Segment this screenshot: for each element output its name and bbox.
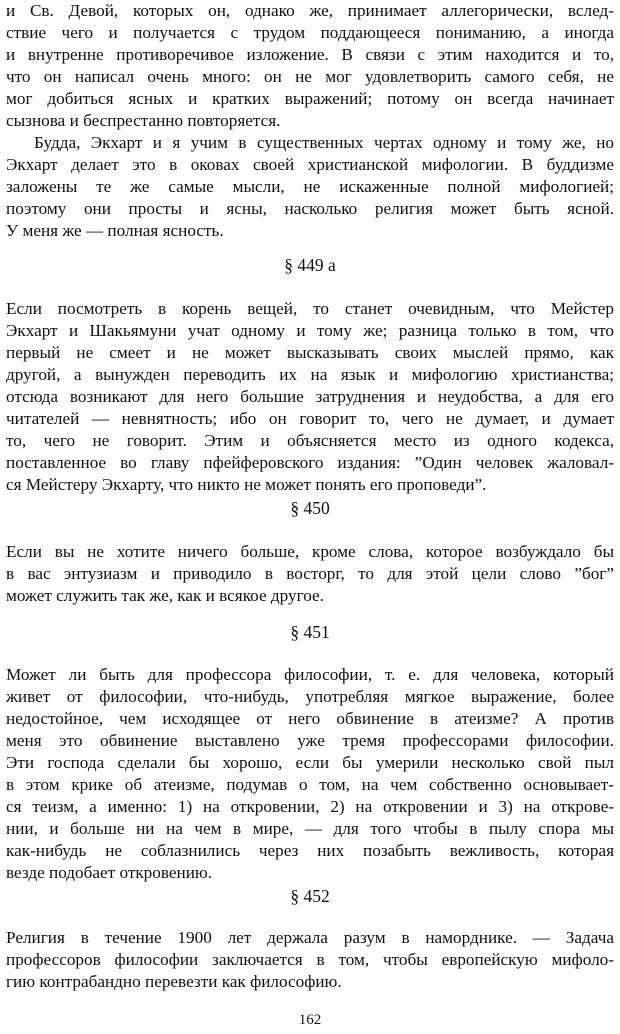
- page-number: 162: [298, 1012, 322, 1028]
- text-line: Эти господа сделали бы хорошо, если бы умерили несколько свой пыл: [6, 753, 614, 772]
- section-heading-449a: § 449 а: [284, 255, 336, 275]
- section-heading-450: § 450: [290, 498, 330, 518]
- paragraph-449a: [6, 298, 614, 496]
- text-line: в вас энтузиазм и приводило в восторг, то для этой цели слово ”бог”: [6, 564, 614, 583]
- text-line: что он написал очень много: он не мог удовлетворить самого себя, не: [6, 67, 614, 86]
- text-line: сызнова и беспрестанно повторяется.: [6, 111, 281, 130]
- section-heading-452: § 452: [290, 886, 330, 906]
- text-line: У меня же — полная ясность.: [6, 221, 224, 240]
- text-line: нии, и больше ни на чем в мире, — для того чтобы в пылу спора мы: [6, 819, 614, 838]
- paragraph-451: [6, 664, 614, 884]
- paragraph-450: [6, 541, 614, 607]
- paragraph-continuation: [6, 0, 614, 132]
- text-line: то, чего не говорит. Этим и объясняется место из одного кодекса,: [6, 431, 614, 450]
- text-line: другой, а вынужден переводить их на язык и мифологию христианства;: [6, 365, 614, 384]
- text-line: заложены те же самые мысли, не искаженные полной мифологией;: [6, 177, 614, 196]
- text-line: и внутренне противоречивое изложение. В связи с этим находится и то,: [6, 45, 614, 64]
- text-line: как-нибудь не соблазнились через них позабыть вежливость, которая: [6, 841, 614, 860]
- paragraph-452: [6, 927, 614, 993]
- text-line: первый не смеет и не может высказывать своих мыслей прямо, как: [6, 343, 614, 362]
- text-line: может служить так же, как и всякое другое.: [6, 586, 324, 605]
- text-line: Экхарт делает это в оковах своей христианской мифологии. В буддизме: [6, 155, 614, 174]
- text-line: везде подобает откровению.: [6, 863, 213, 882]
- text-line: ствие чего и получается с трудом поддающееся пониманию, а иногда: [6, 23, 614, 42]
- text-line: поставленное во главу пфейферовского издания: ”Один человек жаловал-: [6, 453, 614, 472]
- text-line: Будда, Экхарт и я учим в существенных чертах одному и тому же, но: [34, 133, 614, 152]
- text-line: Если вы не хотите ничего больше, кроме слова, которое возбуждало бы: [6, 542, 614, 561]
- text-line: поэтому они просты и ясны, насколько религия может быть ясной.: [6, 199, 614, 218]
- section-heading-451: § 451: [290, 622, 330, 642]
- text-line: гию контрабандно перевезти как философию.: [6, 972, 342, 991]
- text-line: мог добиться ясных и кратких выражений; потому он всегда начинает: [6, 89, 614, 108]
- text-line: и Св. Девой, которых он, однако же, принимает аллегорически, вслед-: [6, 1, 614, 20]
- text-line: меня это обвинение выставлено уже тремя профессорами философии.: [6, 731, 614, 750]
- text-line: Если посмотреть в корень вещей, то станет очевидным, что Мейстер: [6, 299, 614, 318]
- text-line: Экхарт и Шакьямуни учат одному и тому же; разница только в том, что: [6, 321, 614, 340]
- text-line: профессоров философии заключается в том, чтобы европейскую мифоло-: [6, 950, 614, 969]
- text-line: Религия в течение 1900 лет держала разум в наморднике. — Задача: [6, 928, 614, 947]
- text-line: в этом крике об атеизме, подумав о том, на чем собственно основывает-: [6, 775, 614, 794]
- text-line: ся Мейстеру Экхарту, что никто не может понять его проповеди”.: [6, 475, 487, 494]
- text-line: Может ли быть для профессора философии, т. е. для человека, который: [6, 665, 614, 684]
- paragraph-buddha-eckhart: [6, 132, 614, 242]
- text-line: недостойное, чем исходящее от него обвинение в атеизме? А против: [6, 709, 614, 728]
- text-line: живет от философии, что-нибудь, употребляя мягкое выражение, более: [6, 687, 614, 706]
- text-line: читателей — невнятность; ибо он говорит то, чего не думает, и думает: [6, 409, 614, 428]
- text-line: отсюда возникают для него большие затруднения и неудобства, а для его: [6, 387, 614, 406]
- text-line: ся теизм, а именно: 1) на откровении, 2) на откровении и 3) на открове-: [6, 797, 614, 816]
